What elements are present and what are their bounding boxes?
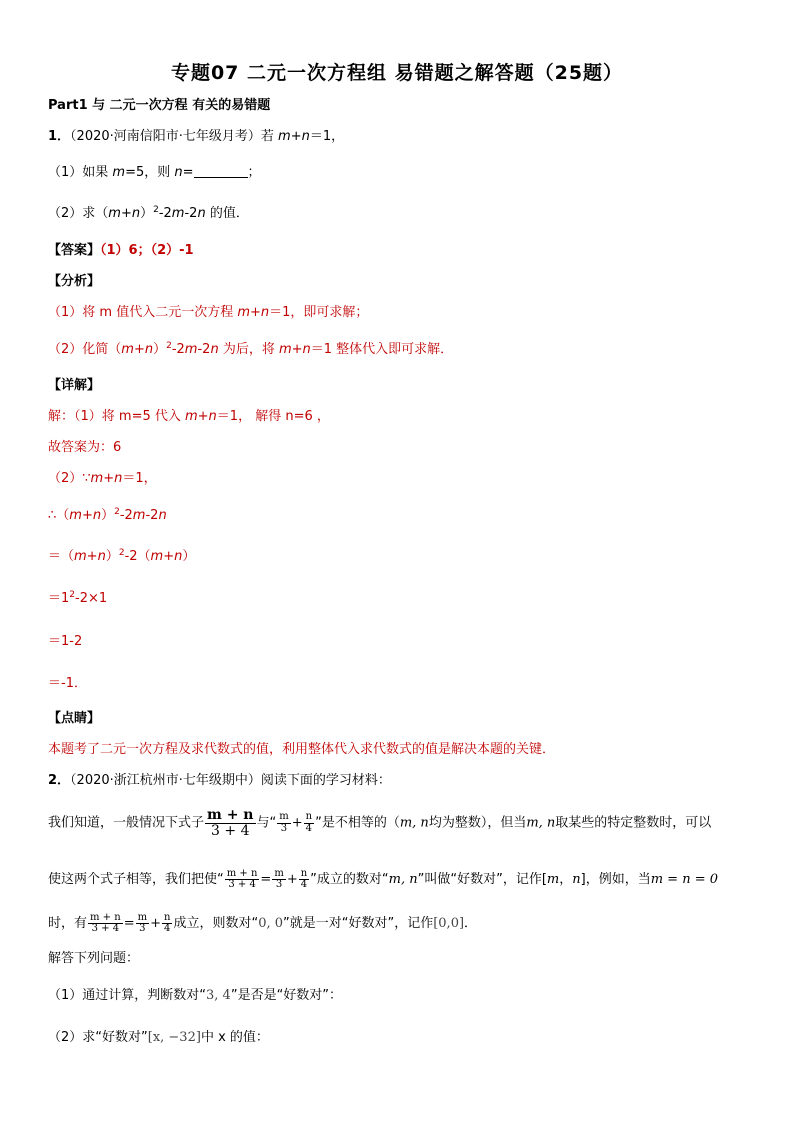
fraction-n-over-4 [162, 913, 172, 935]
step3-sup: 2 [69, 590, 76, 600]
step3-tail: -2×1 [75, 591, 108, 606]
fraction-denominator: 3 [275, 879, 283, 890]
step2-expr2: m+n [150, 549, 183, 564]
solution-line-2 [48, 470, 157, 488]
q2-p1-text5: 取某些的特定整数时，可以 [555, 815, 712, 831]
sol1-text: 解：（1）将 m=5 代入 [48, 409, 185, 424]
q2-p2-equation: m = n = 0 [650, 872, 718, 887]
q2-sub1-text: （1）通过计算，判断数对“ [48, 988, 207, 1003]
answer-blank [194, 164, 248, 178]
fraction-numerator: m + n [90, 911, 121, 923]
q2-sub2-text: （2）求“好数对” [48, 1030, 148, 1045]
fraction-sum-over-sum [205, 808, 255, 838]
q1-sub2-expr: m+n [108, 206, 141, 221]
analysis1-tail: ＝1，即可求解； [269, 305, 369, 320]
q2-p3-text3: ”就是一对“好数对”，记作 [283, 916, 434, 931]
q1-answer [48, 242, 194, 260]
step1-paren: ） [101, 508, 115, 523]
fraction-denominator: 4 [300, 879, 308, 890]
analysis-label: 【分析】 [48, 274, 101, 289]
fraction-numerator: n [300, 867, 308, 879]
analysis2-mid: 为后，将 [218, 342, 279, 357]
fraction-numerator: m [137, 911, 148, 923]
answer-label: 【答案】 [48, 243, 101, 258]
q2-number: 2． [48, 773, 71, 788]
q1-sub1-text: （1）如果 [48, 165, 113, 180]
fraction-sum-over-sum [225, 869, 260, 891]
q1-sub2-paren: ） [140, 206, 154, 221]
sol1-tail: ＝1， 解得 n=6 ， [216, 409, 330, 424]
step2-sup: 2 [118, 548, 125, 558]
q2-p3-pair: 0, 0 [258, 916, 283, 931]
analysis-line-1 [48, 304, 368, 322]
q2-p3-pair2: [0,0] [433, 916, 465, 931]
q1-sub2-coef2: -2 [184, 206, 198, 221]
q1-sub1-text2: =5，则 [125, 165, 175, 180]
q2-p2-text3: ”叫做“好数对”，记作[ [417, 872, 547, 887]
fraction-m-over-3 [136, 913, 149, 935]
q2-p1-vars2: m, n [526, 815, 556, 831]
q2-source: （2020·浙江杭州市·七年级期中） [70, 773, 261, 788]
q1-sub1 [48, 164, 261, 182]
solution-step-3 [48, 590, 107, 608]
q2-p1-text: 我们知道，一般情况下式子 [48, 815, 205, 831]
q2-sub2-tail: 中 x 的值： [200, 1030, 269, 1045]
answer-text: （1）6；（2）-1 [100, 243, 194, 258]
fraction-denominator: 3 + 4 [91, 923, 120, 934]
q1-sub2-text: （2）求（ [48, 206, 109, 221]
plus-sign: + [286, 872, 298, 887]
sol2-expr: m+n [90, 471, 123, 486]
q1-stem-expr: m+n [278, 129, 310, 144]
fraction-denominator: 3 [139, 923, 146, 934]
fraction-n-over-4 [304, 812, 314, 834]
step2-paren2: ） [182, 549, 196, 564]
solution-answer: 故答案为：6 [48, 440, 122, 455]
q2-sub1 [48, 987, 342, 1005]
sol1-expr: m+n [185, 409, 217, 424]
q2-p3-end: ． [464, 916, 478, 931]
q2-p3-text: 时，有 [48, 916, 88, 931]
comment-label: 【点睛】 [48, 711, 101, 726]
step1-coef: -2 [119, 508, 133, 523]
sol2-tail: ＝1， [122, 471, 157, 486]
q2-sub2-pair: [x, −32] [147, 1030, 201, 1045]
step1-var-n: n [158, 508, 167, 523]
q2-para-2 [48, 866, 718, 894]
fraction-numerator: m [279, 811, 289, 823]
fraction-sum-over-sum [88, 913, 123, 935]
page-title: 专题07 二元一次方程组 易错题之解答题（25题） [170, 62, 624, 84]
fraction-numerator: m + n [207, 807, 254, 823]
detail-label: 【详解】 [48, 378, 101, 393]
analysis2-tail: ＝1 整体代入即可求解． [310, 342, 454, 357]
q2-p2-var-n: n [572, 872, 581, 887]
step1-expr: m+n [69, 508, 102, 523]
q1-sub2-tail: 的值． [205, 206, 249, 221]
q2-p1-text4: 均为整数），但当 [428, 815, 527, 831]
equals-sign: = [123, 916, 135, 931]
step2-paren: ） [105, 549, 119, 564]
q2-p2-comma: ， [559, 872, 573, 887]
q2-instruction: 解答下列问题： [48, 951, 140, 966]
q1-stem-tail: ＝1， [309, 129, 345, 144]
solution-line-1 [48, 408, 330, 426]
q1-sub2-var-m: m [171, 206, 185, 221]
analysis2-paren: ） [153, 342, 167, 357]
q2-p2-vars: m, n [388, 872, 418, 887]
step2-expr: m+n [74, 549, 106, 564]
plus-sign: + [291, 815, 303, 831]
q2-sub1-pair: 3, 4 [206, 988, 231, 1003]
q2-p2-text2: ”成立的数对“ [310, 872, 389, 887]
fraction-denominator: 4 [164, 923, 171, 934]
fraction-denominator: 4 [305, 822, 313, 834]
step1-coef2: -2 [145, 508, 159, 523]
fraction-numerator: m + n [226, 867, 258, 879]
fraction-denominator: 3 + 4 [211, 822, 250, 839]
fraction-denominator: 3 + 4 [228, 879, 256, 890]
q2-sub1-tail: ”是否是“好数对”： [230, 988, 343, 1003]
solution-step-5: ＝-1． [48, 676, 87, 691]
fraction-numerator: n [163, 911, 171, 923]
part1-heading: Part1 与 二元一次方程 有关的易错题 [48, 98, 271, 113]
analysis2-expr: m+n [121, 342, 154, 357]
analysis2-sup: 2 [166, 341, 172, 351]
q1-source: （2020·河南信阳市·七年级月考） [70, 129, 261, 144]
q1-sub2-sup: 2 [153, 205, 159, 215]
q1-sub1-end: ； [247, 165, 261, 180]
step1-sup: 2 [114, 507, 120, 517]
fraction-m-over-3 [277, 812, 290, 834]
analysis2-text: （2）化简（ [48, 342, 122, 357]
solution-step-2 [48, 548, 195, 566]
equals-sign: = [260, 872, 272, 887]
fraction-n-over-4 [299, 869, 309, 891]
step3-text: ＝1 [48, 591, 70, 606]
q1-sub1-var-n: n [174, 165, 183, 180]
analysis2-coef2: -2 [197, 342, 211, 357]
fraction-numerator: n [305, 811, 313, 823]
analysis2-expr2: m+n [278, 342, 311, 357]
q2-p2-text: 使这两个式子相等，我们把使“ [48, 872, 224, 887]
comment-text: 本题考了二元一次方程及求代数式的值，利用整体代入求代数式的值是解决本题的关键． [48, 742, 556, 757]
q1-stem [48, 128, 344, 146]
q1-sub2-coef: -2 [158, 206, 172, 221]
q2-p2-var-m: m [546, 872, 560, 887]
fraction-m-over-3 [272, 869, 285, 891]
q2-p1-vars: m, n [399, 815, 429, 831]
sol2-text: （2）∵ [48, 471, 91, 486]
q2-p1-text2: 与“ [256, 815, 277, 831]
q2-stem-text: 阅读下面的学习材料： [260, 773, 391, 788]
analysis2-var-n: n [210, 342, 219, 357]
q2-stem [48, 772, 391, 790]
solution-step-4: ＝1-2 [48, 634, 83, 649]
q2-p3-text2: 成立，则数对“ [173, 916, 259, 931]
q2-p1-text3: ”是不相等的（ [315, 815, 400, 831]
analysis1-expr: m+n [237, 305, 270, 320]
q1-stem-text: 若 [260, 129, 279, 144]
q2-sub2 [48, 1029, 269, 1047]
fraction-numerator: m [274, 867, 284, 879]
q2-para-3 [48, 910, 477, 938]
analysis1-text: （1）将 m 值代入二元一次方程 [48, 305, 238, 320]
step1-text: ∴（ [48, 508, 70, 523]
q1-sub1-var-m: m [112, 165, 126, 180]
plus-sign: + [150, 916, 161, 931]
q1-sub1-eq: = [182, 165, 194, 180]
step1-var-m: m [132, 508, 146, 523]
q2-p2-text4: ]，例如，当 [580, 872, 651, 887]
step2-coef: -2（ [124, 549, 151, 564]
analysis-line-2 [48, 341, 453, 359]
q2-para-1 [48, 808, 711, 838]
step2-text: ＝（ [48, 549, 75, 564]
solution-step-1 [48, 507, 167, 525]
q1-sub2-var-n: n [197, 206, 206, 221]
fraction-denominator: 3 [280, 822, 288, 834]
q1-sub2 [48, 205, 249, 223]
analysis2-coef: -2 [171, 342, 185, 357]
q1-number: 1． [48, 129, 71, 144]
analysis2-var-m: m [184, 342, 198, 357]
